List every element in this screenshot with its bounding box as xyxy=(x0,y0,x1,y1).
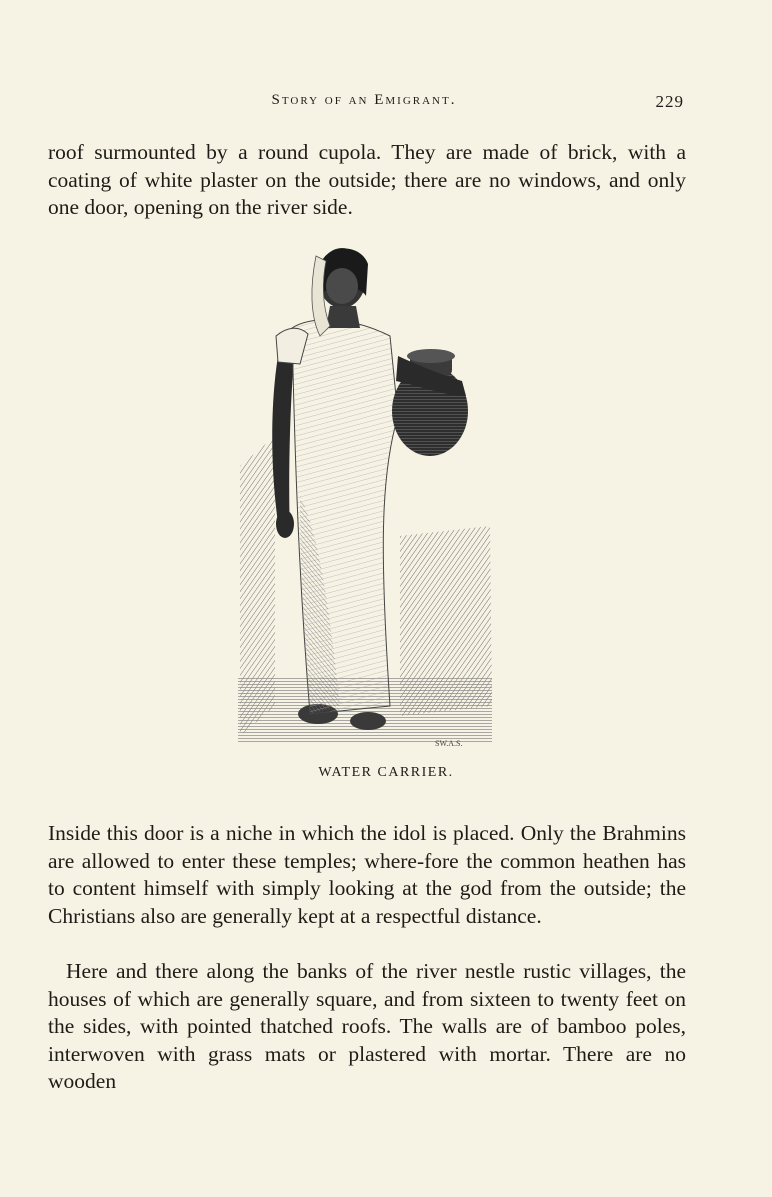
engraving-image xyxy=(230,236,500,751)
paragraph: Here and there along the banks of the river nestle rustic villages, the houses of which are generally square, and from sixteen to twenty feet on the sides, with pointed thatched roofs. The walls are of bamboo poles, interwoven with grass mats or plastered with mortar. There are no wooden xyxy=(48,959,686,1093)
figure-caption: WATER CARRIER. xyxy=(318,765,454,780)
page-number: 229 xyxy=(655,92,684,111)
running-title: Story of an Emigrant. xyxy=(271,92,457,108)
engraver-signature: SW.A.S. xyxy=(435,739,463,748)
paragraph-continued: roof surmounted by a round cupola. They are made of brick, with a coating of white plaster on the outside; there are no windows, and only one door, opening on the river side. xyxy=(48,140,686,219)
running-header xyxy=(44,92,684,116)
paragraph: Inside this door is a niche in which the idol is placed. Only the Brahmins are allowed to enter these temples; where-fore the common heathen has to content himself with simply looking at the god from the outside; the Christians also are generally kept at a respectful distance. xyxy=(48,821,686,928)
water-carrier-illustration xyxy=(230,236,500,751)
